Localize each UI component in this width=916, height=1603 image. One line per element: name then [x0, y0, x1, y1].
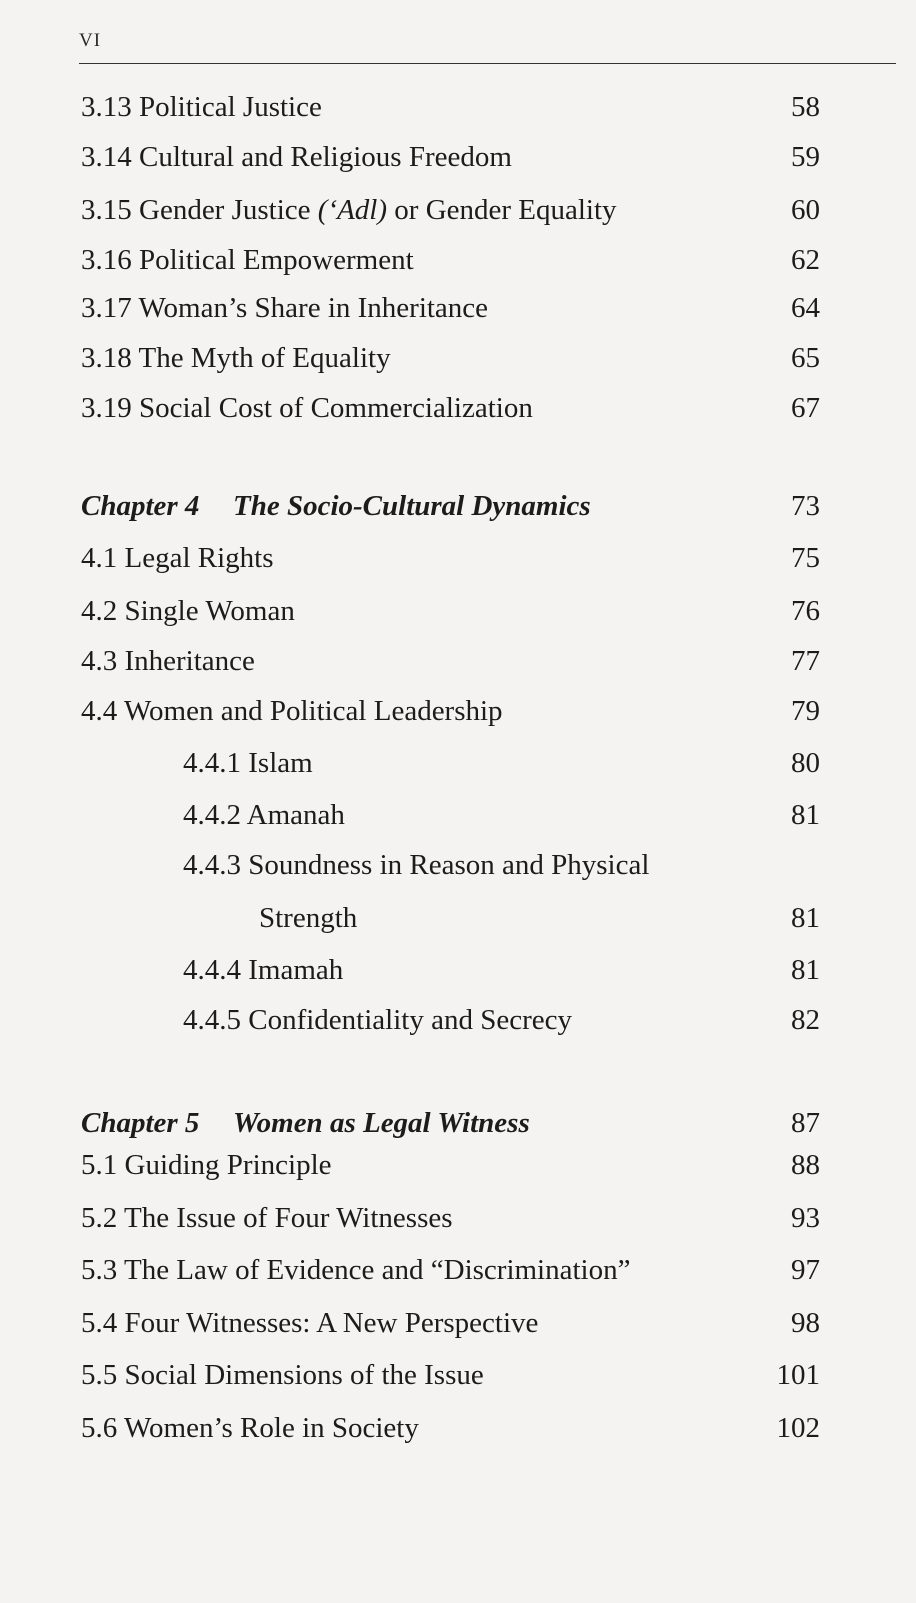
- toc-entry-title: 4.4.5 Confidentiality and Secrecy: [183, 1004, 572, 1036]
- toc-entry-title: 3.14 Cultural and Religious Freedom: [81, 141, 512, 173]
- toc-entry-page: 79: [791, 695, 820, 727]
- toc-entry-page: 81: [791, 799, 820, 831]
- toc-entry-title: 5.6 Women’s Role in Society: [81, 1412, 419, 1444]
- toc-entry-title: 3.13 Political Justice: [81, 91, 322, 123]
- toc-entry-page: 82: [791, 1004, 820, 1036]
- toc-entry-page: 77: [791, 645, 820, 677]
- toc-entry-page: 102: [776, 1412, 820, 1444]
- chapter-title: Chapter 5 Women as Legal Witness: [81, 1107, 530, 1139]
- toc-entry-page: 101: [776, 1359, 820, 1391]
- toc-entry-title: 3.19 Social Cost of Commercialization: [81, 392, 533, 424]
- toc-entry-page: 97: [791, 1254, 820, 1286]
- toc-entry-page: 75: [791, 542, 820, 574]
- toc-entry-title: 5.4 Four Witnesses: A New Perspective: [81, 1307, 539, 1339]
- toc-entry-title: 4.4 Women and Political Leadership: [81, 695, 503, 727]
- toc-entry-title: 3.17 Woman’s Share in Inheritance: [81, 292, 489, 324]
- toc-entry-title: 4.2 Single Woman: [81, 595, 295, 627]
- toc-entry-title: 4.1 Legal Rights: [81, 542, 274, 574]
- toc-entry-page: 80: [791, 747, 820, 779]
- toc-entry-title: 5.1 Guiding Principle: [81, 1149, 332, 1181]
- page-number: VI: [79, 30, 102, 51]
- toc-entry-page: 59: [791, 141, 820, 173]
- toc-entry-title-cont: Strength: [259, 902, 358, 934]
- toc-entry-page: 64: [791, 292, 820, 324]
- toc-entry-title: 3.18 The Myth of Equality: [81, 342, 391, 374]
- toc-entry-page: 58: [791, 91, 820, 123]
- toc-entry-page: 62: [791, 244, 820, 276]
- chapter-page: 73: [791, 490, 820, 522]
- toc-entry-page: 93: [791, 1202, 820, 1234]
- toc-entry-title: 3.16 Political Empowerment: [81, 244, 414, 276]
- toc-entry-title: 4.4.3 Soundness in Reason and Physical: [183, 849, 650, 881]
- toc-entry-title: 4.3 Inheritance: [81, 645, 255, 677]
- toc-entry-title: 5.3 The Law of Evidence and “Discrimination”: [81, 1254, 631, 1286]
- header-rule: [79, 63, 896, 64]
- toc-entry-page: 81: [791, 954, 820, 986]
- chapter-page: 87: [791, 1107, 820, 1139]
- chapter-title: Chapter 4 The Socio-Cultural Dynamics: [81, 490, 591, 522]
- toc-entry-title: 4.4.2 Amanah: [183, 799, 345, 831]
- toc-entry-title: 4.4.4 Imamah: [183, 954, 344, 986]
- toc-entry-page: 67: [791, 392, 820, 424]
- toc-entry-page: 81: [791, 902, 820, 934]
- toc-entry-page: 98: [791, 1307, 820, 1339]
- toc-entry-title: 3.15 Gender Justice (‘Adl) or Gender Equality: [81, 194, 617, 226]
- toc-entry-title: 4.4.1 Islam: [183, 747, 313, 779]
- toc-entry-page: 76: [791, 595, 820, 627]
- toc-entry-page: 88: [791, 1149, 820, 1181]
- toc-entry-title: 5.2 The Issue of Four Witnesses: [81, 1202, 453, 1234]
- toc-entry-title: 5.5 Social Dimensions of the Issue: [81, 1359, 484, 1391]
- toc-entry-page: 60: [791, 194, 820, 226]
- toc-entry-page: 65: [791, 342, 820, 374]
